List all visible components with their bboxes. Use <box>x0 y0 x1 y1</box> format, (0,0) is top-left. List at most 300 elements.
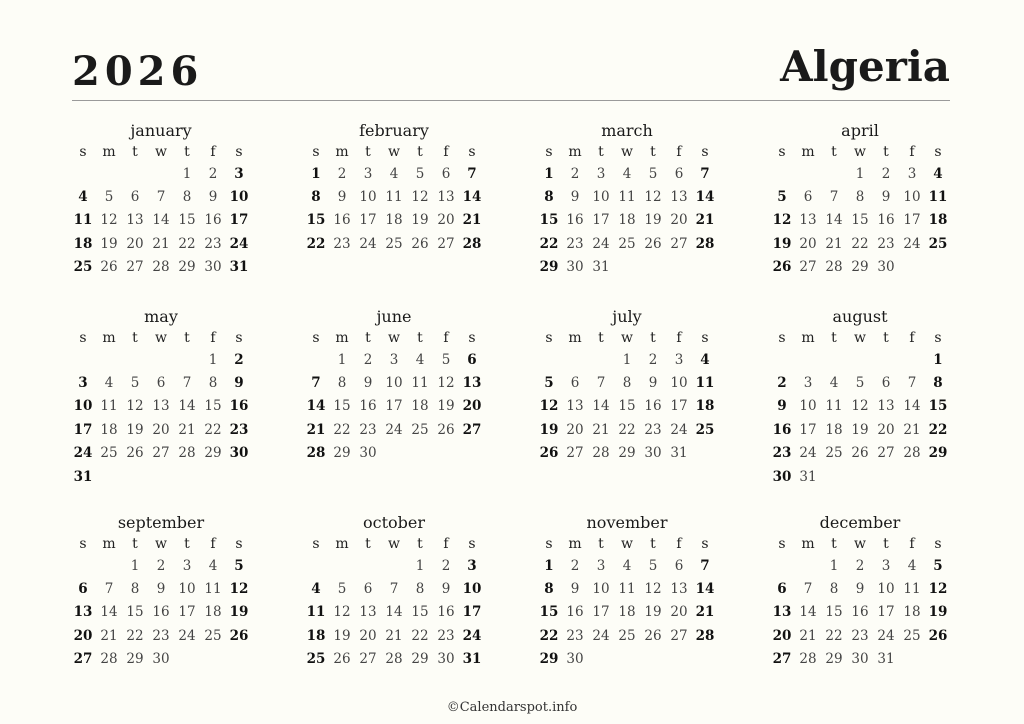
week-row <box>536 648 718 671</box>
day-cell: 2 <box>570 165 580 182</box>
week-row <box>303 348 485 371</box>
day-cell: 3 <box>881 557 891 574</box>
day-cell: 22 <box>204 421 222 438</box>
month-march <box>536 120 718 306</box>
day-cell: 29 <box>618 445 636 462</box>
day-cell: 17 <box>359 212 377 229</box>
day-cell: 2 <box>234 351 244 368</box>
day-cell: 30 <box>204 259 222 276</box>
weekday-header <box>70 142 252 162</box>
day-cell: 1 <box>208 351 218 368</box>
weekday-label: s <box>468 330 476 346</box>
day-cell: 21 <box>385 627 403 644</box>
day-cell: 16 <box>437 604 455 621</box>
day-cell: 13 <box>126 212 144 229</box>
week-row <box>769 185 951 208</box>
day-cell: 4 <box>389 165 399 182</box>
day-cell: 23 <box>359 421 377 438</box>
day-cell: 4 <box>907 557 917 574</box>
day-cell: 10 <box>877 581 895 598</box>
weekday-label: m <box>568 144 582 160</box>
day-cell: 14 <box>799 604 817 621</box>
day-cell: 3 <box>78 375 88 392</box>
week-row <box>303 371 485 394</box>
day-cell: 23 <box>204 235 222 252</box>
weekday-label: w <box>155 330 167 346</box>
day-cell: 12 <box>229 581 249 598</box>
day-cell: 23 <box>152 627 170 644</box>
day-cell: 5 <box>648 557 658 574</box>
day-cell: 25 <box>618 235 636 252</box>
day-cell: 1 <box>544 557 554 574</box>
day-cell: 10 <box>178 581 196 598</box>
day-cell: 5 <box>234 557 244 574</box>
weekday-label: t <box>417 536 423 552</box>
day-cell: 19 <box>229 604 249 621</box>
weekday-label: s <box>701 536 709 552</box>
day-cell: 6 <box>130 189 140 206</box>
day-cell: 6 <box>674 165 684 182</box>
week-row <box>70 232 252 255</box>
day-cell: 18 <box>204 604 222 621</box>
day-cell: 29 <box>928 445 948 462</box>
day-cell: 18 <box>411 398 429 415</box>
weekday-label: w <box>155 144 167 160</box>
day-cell: 14 <box>385 604 403 621</box>
day-cell: 11 <box>618 189 636 206</box>
day-cell: 5 <box>544 375 554 392</box>
day-cell: 29 <box>204 445 222 462</box>
day-cell: 24 <box>877 627 895 644</box>
day-cell: 12 <box>333 604 351 621</box>
month-name: august <box>832 307 888 326</box>
day-cell: 27 <box>670 627 688 644</box>
month-february <box>303 120 485 306</box>
day-cell: 9 <box>570 581 580 598</box>
weekday-label: t <box>883 536 889 552</box>
weekday-label: s <box>934 536 942 552</box>
weekday-header <box>303 534 485 554</box>
day-cell: 8 <box>544 189 554 206</box>
day-cell: 19 <box>333 627 351 644</box>
weekday-label: s <box>468 536 476 552</box>
day-cell: 19 <box>928 604 948 621</box>
weekday-label: t <box>831 330 837 346</box>
weekday-header <box>536 534 718 554</box>
month-name: september <box>117 513 205 532</box>
day-cell: 19 <box>126 421 144 438</box>
day-cell: 17 <box>592 604 610 621</box>
day-cell: 21 <box>825 235 843 252</box>
day-cell: 18 <box>618 604 636 621</box>
weekday-label: s <box>778 144 786 160</box>
day-cell: 26 <box>644 627 662 644</box>
day-cell: 8 <box>208 375 218 392</box>
day-cell: 11 <box>204 581 222 598</box>
day-cell: 16 <box>851 604 869 621</box>
day-cell: 23 <box>229 421 249 438</box>
week-row <box>769 624 951 647</box>
day-cell: 23 <box>566 627 584 644</box>
day-cell: 13 <box>772 604 792 621</box>
weekday-label: t <box>365 330 371 346</box>
day-cell: 24 <box>178 627 196 644</box>
day-cell: 20 <box>437 212 455 229</box>
day-cell: 21 <box>100 627 118 644</box>
week-row <box>769 648 951 671</box>
weekday-label: w <box>388 330 400 346</box>
day-cell: 17 <box>229 212 249 229</box>
weekday-label: f <box>676 144 682 160</box>
day-cell: 19 <box>539 421 559 438</box>
week-row <box>536 185 718 208</box>
day-cell: 28 <box>695 235 715 252</box>
day-cell: 1 <box>130 557 140 574</box>
day-cell: 25 <box>385 235 403 252</box>
weekday-label: s <box>79 144 87 160</box>
day-cell: 12 <box>437 375 455 392</box>
day-cell: 26 <box>644 235 662 252</box>
day-cell: 27 <box>566 445 584 462</box>
day-cell: 7 <box>467 165 477 182</box>
day-cell: 18 <box>306 627 326 644</box>
weekday-label: t <box>650 536 656 552</box>
day-cell: 18 <box>385 212 403 229</box>
week-row <box>70 256 252 279</box>
day-cell: 2 <box>208 165 218 182</box>
weekday-label: t <box>365 144 371 160</box>
day-cell: 1 <box>337 351 347 368</box>
day-cell: 13 <box>799 212 817 229</box>
weekday-label: s <box>312 330 320 346</box>
weekday-label: m <box>102 536 116 552</box>
day-cell: 6 <box>156 375 166 392</box>
day-cell: 1 <box>855 165 865 182</box>
day-cell: 25 <box>204 627 222 644</box>
day-cell: 9 <box>208 189 218 206</box>
weekday-label: w <box>388 536 400 552</box>
weekday-label: f <box>909 536 915 552</box>
day-cell: 15 <box>618 398 636 415</box>
day-cell: 14 <box>903 398 921 415</box>
day-cell: 12 <box>126 398 144 415</box>
week-row <box>303 601 485 624</box>
day-cell: 27 <box>437 235 455 252</box>
weekday-label: m <box>568 330 582 346</box>
day-cell: 6 <box>441 165 451 182</box>
week-row <box>70 601 252 624</box>
week-row <box>536 624 718 647</box>
week-row <box>70 162 252 185</box>
day-cell: 10 <box>592 581 610 598</box>
day-cell: 14 <box>152 212 170 229</box>
week-row <box>303 648 485 671</box>
month-name: february <box>359 121 429 140</box>
day-cell: 17 <box>462 604 482 621</box>
month-november <box>536 512 718 698</box>
day-cell: 3 <box>596 557 606 574</box>
day-cell: 5 <box>777 189 787 206</box>
weekday-label: m <box>335 144 349 160</box>
day-cell: 5 <box>933 557 943 574</box>
months-grid <box>70 120 951 698</box>
day-cell: 17 <box>178 604 196 621</box>
day-cell: 29 <box>178 259 196 276</box>
day-cell: 7 <box>803 581 813 598</box>
day-cell: 14 <box>306 398 326 415</box>
day-cell: 18 <box>100 421 118 438</box>
day-cell: 15 <box>851 212 869 229</box>
weekday-label: f <box>210 144 216 160</box>
day-cell: 9 <box>234 375 244 392</box>
day-cell: 9 <box>337 189 347 206</box>
day-cell: 21 <box>592 421 610 438</box>
day-cell: 10 <box>670 375 688 392</box>
day-cell: 7 <box>829 189 839 206</box>
day-cell: 4 <box>78 189 88 206</box>
day-cell: 2 <box>441 557 451 574</box>
day-cell: 10 <box>359 189 377 206</box>
weekday-label: w <box>621 536 633 552</box>
day-cell: 20 <box>566 421 584 438</box>
day-cell: 15 <box>928 398 948 415</box>
day-cell: 3 <box>674 351 684 368</box>
day-cell: 28 <box>385 651 403 668</box>
day-cell: 27 <box>462 421 482 438</box>
day-cell: 4 <box>700 351 710 368</box>
week-row <box>536 348 718 371</box>
day-cell: 20 <box>462 398 482 415</box>
year-title: 2026 <box>72 48 204 95</box>
day-cell: 21 <box>152 235 170 252</box>
month-july <box>536 306 718 512</box>
day-cell: 24 <box>592 235 610 252</box>
day-cell: 5 <box>441 351 451 368</box>
month-name: april <box>841 121 879 140</box>
day-cell: 28 <box>306 445 326 462</box>
day-cell: 29 <box>126 651 144 668</box>
week-row <box>70 624 252 647</box>
day-cell: 27 <box>799 259 817 276</box>
day-cell: 7 <box>156 189 166 206</box>
day-cell: 17 <box>903 212 921 229</box>
day-cell: 30 <box>566 651 584 668</box>
day-cell: 18 <box>903 604 921 621</box>
day-cell: 5 <box>648 165 658 182</box>
day-cell: 23 <box>877 235 895 252</box>
day-cell: 3 <box>389 351 399 368</box>
month-name: march <box>601 121 653 140</box>
weekday-label: t <box>883 144 889 160</box>
day-cell: 28 <box>178 445 196 462</box>
weekday-label: t <box>417 330 423 346</box>
weekday-label: t <box>132 330 138 346</box>
weekday-label: f <box>909 330 915 346</box>
week-row <box>536 232 718 255</box>
day-cell: 14 <box>178 398 196 415</box>
day-cell: 21 <box>462 212 482 229</box>
day-cell: 24 <box>670 421 688 438</box>
weekday-label: t <box>598 144 604 160</box>
weekday-header <box>70 328 252 348</box>
day-cell: 7 <box>700 557 710 574</box>
day-cell: 14 <box>695 581 715 598</box>
weekday-label: t <box>883 330 889 346</box>
weekday-label: t <box>650 144 656 160</box>
day-cell: 28 <box>695 627 715 644</box>
week-row <box>536 601 718 624</box>
month-name: january <box>130 121 192 140</box>
weekday-header <box>769 328 951 348</box>
day-cell: 3 <box>803 375 813 392</box>
day-cell: 27 <box>126 259 144 276</box>
day-cell: 27 <box>359 651 377 668</box>
weekday-label: t <box>132 536 138 552</box>
weekday-label: s <box>79 536 87 552</box>
day-cell: 9 <box>881 189 891 206</box>
day-cell: 4 <box>622 557 632 574</box>
day-cell: 13 <box>566 398 584 415</box>
month-name: december <box>819 513 901 532</box>
day-cell: 3 <box>234 165 244 182</box>
day-cell: 13 <box>359 604 377 621</box>
day-cell: 2 <box>363 351 373 368</box>
day-cell: 13 <box>670 581 688 598</box>
weekday-label: m <box>102 144 116 160</box>
day-cell: 8 <box>622 375 632 392</box>
day-cell: 18 <box>825 421 843 438</box>
day-cell: 11 <box>100 398 118 415</box>
weekday-header <box>769 534 951 554</box>
header-divider <box>72 100 950 101</box>
day-cell: 24 <box>592 627 610 644</box>
day-cell: 31 <box>229 259 249 276</box>
day-cell: 1 <box>622 351 632 368</box>
day-cell: 4 <box>829 375 839 392</box>
week-row <box>70 465 252 488</box>
day-cell: 19 <box>644 212 662 229</box>
day-cell: 19 <box>772 235 792 252</box>
day-cell: 11 <box>411 375 429 392</box>
day-cell: 30 <box>772 468 792 485</box>
day-cell: 10 <box>462 581 482 598</box>
day-cell: 4 <box>622 165 632 182</box>
day-cell: 1 <box>415 557 425 574</box>
day-cell: 19 <box>437 398 455 415</box>
day-cell: 25 <box>618 627 636 644</box>
day-cell: 26 <box>851 445 869 462</box>
day-cell: 2 <box>337 165 347 182</box>
week-row <box>70 442 252 465</box>
weekday-label: s <box>545 330 553 346</box>
day-cell: 24 <box>229 235 249 252</box>
day-cell: 12 <box>411 189 429 206</box>
day-cell: 20 <box>670 212 688 229</box>
day-cell: 10 <box>592 189 610 206</box>
day-cell: 7 <box>182 375 192 392</box>
day-cell: 6 <box>674 557 684 574</box>
day-cell: 3 <box>596 165 606 182</box>
day-cell: 22 <box>928 421 948 438</box>
day-cell: 24 <box>73 445 93 462</box>
day-cell: 25 <box>73 259 93 276</box>
day-cell: 30 <box>359 445 377 462</box>
day-cell: 16 <box>152 604 170 621</box>
week-row <box>769 554 951 577</box>
weekday-label: t <box>365 536 371 552</box>
day-cell: 20 <box>772 627 792 644</box>
day-cell: 28 <box>462 235 482 252</box>
weekday-label: s <box>934 144 942 160</box>
day-cell: 22 <box>126 627 144 644</box>
day-cell: 17 <box>670 398 688 415</box>
week-row <box>769 577 951 600</box>
day-cell: 22 <box>618 421 636 438</box>
week-row <box>769 348 951 371</box>
day-cell: 9 <box>777 398 787 415</box>
day-cell: 21 <box>306 421 326 438</box>
day-cell: 6 <box>78 581 88 598</box>
weekday-label: w <box>621 330 633 346</box>
day-cell: 27 <box>670 235 688 252</box>
day-cell: 14 <box>592 398 610 415</box>
day-cell: 23 <box>644 421 662 438</box>
week-row <box>70 395 252 418</box>
day-cell: 8 <box>415 581 425 598</box>
day-cell: 3 <box>467 557 477 574</box>
day-cell: 30 <box>877 259 895 276</box>
weekday-label: f <box>676 330 682 346</box>
weekday-label: t <box>184 144 190 160</box>
day-cell: 22 <box>851 235 869 252</box>
day-cell: 14 <box>100 604 118 621</box>
week-row <box>769 209 951 232</box>
day-cell: 21 <box>903 421 921 438</box>
day-cell: 29 <box>333 445 351 462</box>
day-cell: 21 <box>178 421 196 438</box>
day-cell: 27 <box>772 651 792 668</box>
day-cell: 7 <box>389 581 399 598</box>
day-cell: 16 <box>229 398 249 415</box>
day-cell: 24 <box>903 235 921 252</box>
day-cell: 22 <box>825 627 843 644</box>
month-september <box>70 512 252 698</box>
month-october <box>303 512 485 698</box>
day-cell: 31 <box>799 468 817 485</box>
day-cell: 20 <box>126 235 144 252</box>
weekday-label: t <box>650 330 656 346</box>
week-row <box>70 577 252 600</box>
weekday-label: m <box>801 330 815 346</box>
day-cell: 26 <box>229 627 249 644</box>
weekday-label: s <box>778 330 786 346</box>
weekday-label: f <box>443 536 449 552</box>
weekday-label: f <box>676 536 682 552</box>
day-cell: 15 <box>204 398 222 415</box>
weekday-label: w <box>854 330 866 346</box>
week-row <box>769 232 951 255</box>
day-cell: 29 <box>411 651 429 668</box>
month-may <box>70 306 252 512</box>
day-cell: 22 <box>333 421 351 438</box>
day-cell: 31 <box>877 651 895 668</box>
week-row <box>70 348 252 371</box>
day-cell: 13 <box>462 375 482 392</box>
weekday-label: m <box>801 144 815 160</box>
week-row <box>70 418 252 441</box>
day-cell: 30 <box>644 445 662 462</box>
month-name: october <box>362 513 425 532</box>
